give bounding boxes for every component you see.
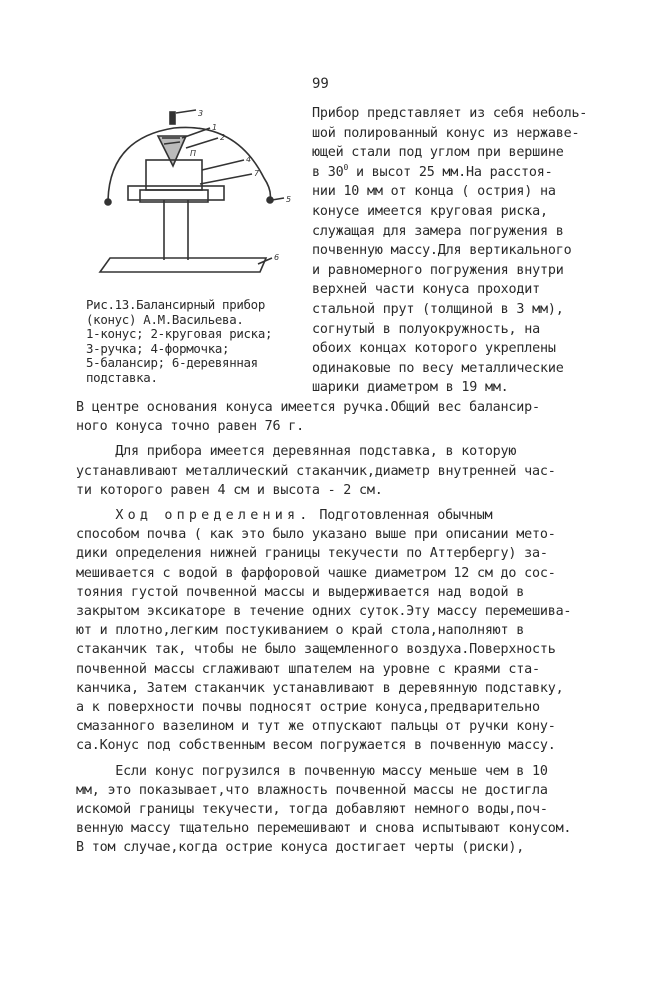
- text-fragment: Подготовленная обычным: [311, 508, 493, 524]
- fig-label-3: 3: [198, 109, 204, 118]
- text-line: почвенную массу.Для вертикального: [312, 243, 572, 259]
- leader-3: [176, 110, 196, 113]
- leader-5: [272, 198, 284, 200]
- text-line: дики определения нижней границы текучести по Аттербергу) за-: [76, 546, 548, 562]
- cone: [158, 136, 186, 166]
- text-line: и равномерного погружения внутри: [312, 262, 564, 278]
- fig-label-4: 4: [246, 155, 252, 164]
- text-line: ного конуса точно равен 76 г.: [76, 419, 304, 435]
- balance-cone-diagram: [88, 108, 300, 286]
- text-line: ти которого равен 4 см и высота - 2 см.: [76, 482, 383, 498]
- text-line: стальной прут (толщиной в 3 мм),: [312, 301, 564, 317]
- fig-label-6: 6: [274, 253, 280, 262]
- text-line: а к поверхности почвы подносят острие конуса,предварительно: [76, 700, 540, 716]
- text-line: шарики диаметром в 19 мм.: [312, 380, 509, 396]
- leader-7: [200, 174, 252, 184]
- fig-label-5: 5: [286, 195, 292, 204]
- text-line: нии 10 мм от конца ( острия) на: [312, 184, 556, 200]
- figure-caption: [86, 298, 308, 386]
- fig-label-7: 7: [254, 169, 260, 178]
- stand-base: [100, 258, 266, 272]
- text-line: искомой границы текучести, тогда добавляют немного воды,поч-: [76, 802, 548, 818]
- text-line: почвенной массы сглаживают шпателем на уровне с краями ста-: [76, 661, 540, 677]
- text-fragment: сот 25 мм.На расстоя-: [387, 164, 553, 180]
- text-line: смазанного вазелином и тут же отпускают пальцы от ручки кону-: [76, 719, 556, 735]
- text-line: стаканчик так, чтобы не было защемленного воздуха.Поверхность: [76, 642, 556, 658]
- handle: [170, 112, 175, 124]
- text-line: венную массу тщательно перемешивают и снова испытывают конусом.: [76, 821, 572, 837]
- text-fragment: в 30: [312, 164, 344, 180]
- text-line: [312, 163, 612, 183]
- text-line: ют и плотно,легким постукиванием о край стола,наполняют в: [76, 623, 525, 639]
- page-number: 99: [312, 76, 329, 92]
- text-line: тояния густой почвенной массы и выдерживается над водой в: [76, 584, 525, 600]
- leader-4: [202, 160, 244, 170]
- text-line: устанавливают металлический стаканчик,диаметр внутренней час-: [76, 463, 556, 479]
- degree-sign: 0: [343, 162, 349, 172]
- fig-label-cup: П: [190, 149, 197, 158]
- balance-cone-figure: [88, 108, 300, 286]
- text-line: верхней части конуса проходит: [312, 282, 540, 298]
- text-line: В центре основания конуса имеется ручка.Общий вес балансир-: [76, 400, 540, 415]
- caption-line: Рис.13.Балансирный прибор: [86, 297, 265, 312]
- text-line: Для прибора имеется деревянная подставка, в которую: [76, 444, 517, 460]
- text-line: шой полированный конус из нержаве-: [312, 125, 580, 141]
- text-line: Прибор представляет из себя неболь-: [312, 106, 588, 121]
- fig-label-1: 1: [212, 123, 218, 132]
- text-line: Если конус погрузился в почвенную массу меньше чем в 10: [76, 763, 548, 779]
- text-line: конусе имеется круговая риска,: [312, 203, 548, 219]
- text-line: В том случае,когда острие конуса достигает черты (риски),: [76, 840, 525, 856]
- stand-top: [128, 186, 224, 200]
- leader-2: [186, 138, 218, 148]
- leader-1: [182, 128, 210, 138]
- caption-line: 3-ручка; 4-формочка;: [86, 340, 230, 356]
- text-line: служащая для замера погружения в: [312, 223, 564, 239]
- text-line: ющей стали под углом при вершине: [312, 145, 564, 161]
- section-heading: Ход определения.: [115, 508, 312, 524]
- text-line: закрытом эксикаторе в течение одних суток.Эту массу перемешива-: [76, 604, 572, 620]
- text-line: мешивается с водой в фарфоровой чашке диаметром 12 см до сос-: [76, 565, 556, 581]
- text-line: согнутый в полуокружность, на: [312, 321, 540, 337]
- right-column-text: [312, 104, 612, 398]
- text-line: канчика, Затем стаканчик устанавливают в деревянную подставку,: [76, 680, 564, 696]
- caption-line: подставка.: [86, 369, 158, 385]
- text-line: обоих концах которого укреплены: [312, 341, 556, 357]
- ball-left: [105, 199, 111, 205]
- fig-label-2: 2: [220, 133, 226, 142]
- text-line: мм, это показывает,что влажность почвенной массы не достигла: [76, 782, 548, 798]
- text-line: са.Конус под собственным весом погружается в почвенную массу.: [76, 738, 556, 754]
- body-text: [76, 398, 576, 858]
- caption-line: 5-балансир; 6-деревянная: [86, 355, 258, 371]
- text-line: одинаковые по весу металлические: [312, 360, 564, 376]
- caption-line: (конус) А.М.Васильева.: [86, 311, 244, 327]
- caption-line: 1-конус; 2-круговая риска;: [86, 326, 273, 342]
- text-line: [76, 506, 576, 525]
- text-fragment: и вы: [348, 164, 388, 180]
- text-line: способом почва ( как это было указано выше при описании мето-: [76, 527, 556, 543]
